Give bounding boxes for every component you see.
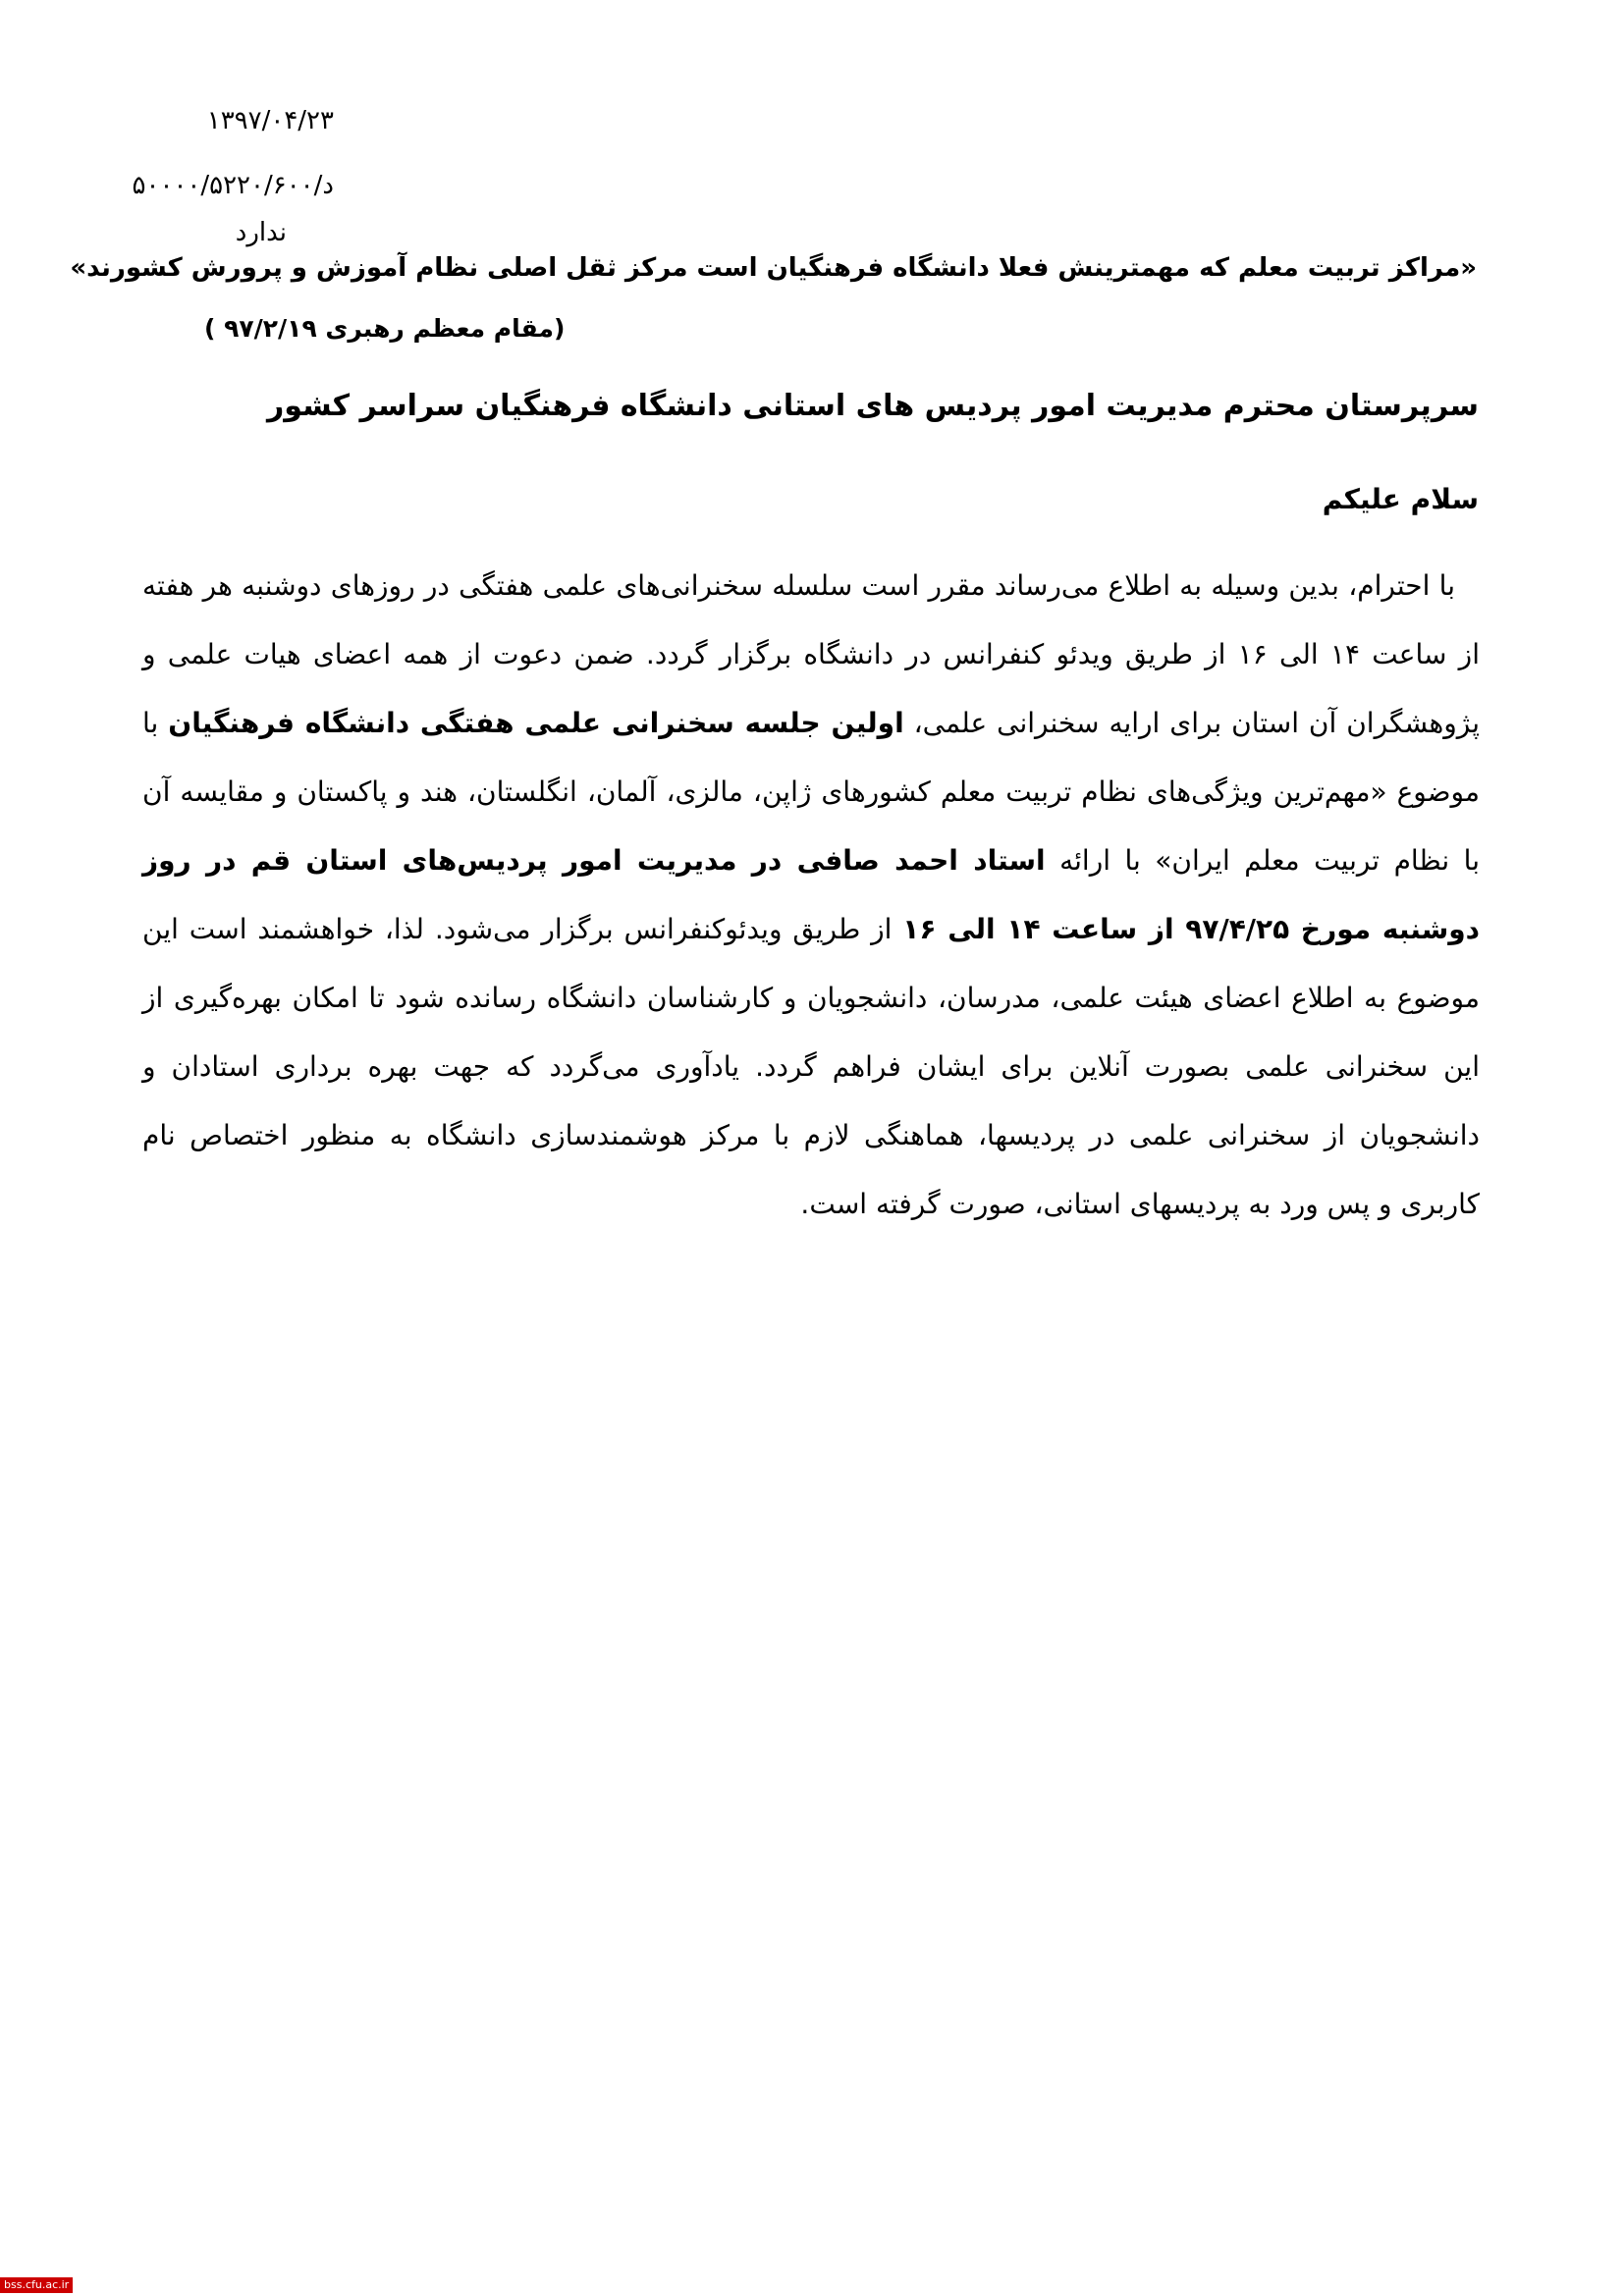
attachment-status: ندارد bbox=[235, 218, 287, 247]
quote-attribution: (مقام معظم رهبری ۹۷/۲/۱۹ ) bbox=[204, 314, 566, 343]
addressee-line: سرپرستان محترم مدیریت امور پردیس های استانی دانشگاه فرهنگیان سراسر کشور bbox=[267, 389, 1479, 423]
salutation: سلام علیکم bbox=[1322, 483, 1479, 515]
letter-body: با احترام، بدین وسیله به اطلاع می‌رساند مقرر است سلسله سخنرانی‌های علمی هفتگی در روزهای دوشنبه هر هفته از ساعت ۱۴ الی ۱۶ از طریق ویدئو کنفرانس در دانشگاه برگزار گردد. ضمن دعوت از همه اعضای هیات علمی و پژوهشگران آن استان برای ارایه سخنرانی علمی، اولین جلسه سخنرانی علمی هفتگی دانشگاه فرهنگیان با موضوع «مهم‌ترین ویژگی‌های نظام تربیت معلم کشورهای ژاپن، مالزی، آلمان، انگلستان، هند و پاکستان و مقایسه آن با نظام تربیت معلم ایران» با ارائه استاد احمد صافی در مدیریت امور پردیس‌های استان قم در روز دوشنبه مورخ ۹۷/۴/۲۵ از ساعت ۱۴ الی ۱۶ از طریق ویدئوکنفرانس برگزار می‌شود. لذا، خواهشمند است این موضوع به اطلاع اعضای هیئت علمی، مدرسان، دانشجویان و کارشناسان دانشگاه رسانده شود تا امکان بهره‌گیری از این سخنرانی علمی بصورت آنلاین برای ایشان فراهم گردد. یادآوری می‌گردد که جهت بهره برداری استادان و دانشجویان از سخنرانی علمی در پردیسها، هماهنگی لازم با مرکز هوشمندسازی دانشگاه به منظور اختصاص نام کاربری و پس ورد به پردیسهای استانی، صورت گرفته است. bbox=[142, 569, 1480, 1220]
site-watermark: bss.cfu.ac.ir bbox=[0, 2277, 73, 2293]
letter-date: ۱۳۹۷/۰۴/۲۳ bbox=[206, 106, 334, 135]
leader-quote: «مراکز تربیت معلم که مهمترینش فعلا دانشگاه فرهنگیان است مرکز ثقل اصلی نظام آموزش و پرورش کشورند» bbox=[70, 253, 1477, 283]
letter-ref-number: د/۵۰۰۰۰/۵۲۲۰/۶۰۰ bbox=[132, 171, 334, 200]
